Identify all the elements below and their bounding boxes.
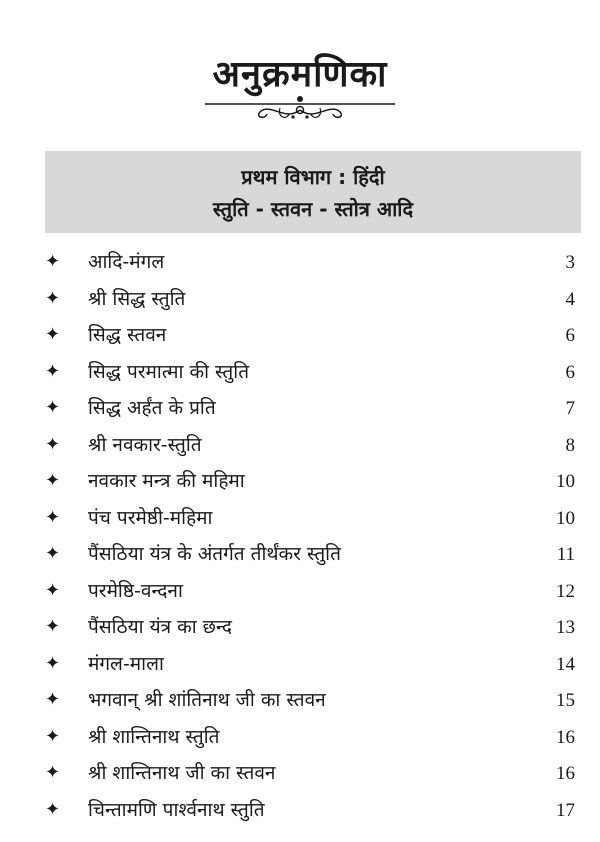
toc-entry-title: भगवान् श्री शांतिनाथ जी का स्तवन <box>88 689 326 711</box>
toc-entry <box>0 392 600 429</box>
four-point-star-icon: ✦ <box>45 470 61 491</box>
toc-entry <box>0 502 600 539</box>
toc-entry <box>0 319 600 356</box>
four-point-star-icon: ✦ <box>45 725 61 747</box>
ornament-divider-icon <box>205 92 395 124</box>
toc-entry <box>0 721 600 758</box>
toc-entry-title: सिद्ध अर्हंत के प्रति <box>88 397 216 419</box>
toc-entry <box>0 283 600 320</box>
toc-entry-title: श्री शान्तिनाथ स्तुति <box>88 725 220 748</box>
toc-entry-title: आदि-मंगल <box>88 251 165 273</box>
toc-entry-page: 14 <box>556 653 575 675</box>
toc-entry-page: 10 <box>556 471 575 492</box>
toc-entry-title: पैंसठिया यंत्र के अंतर्गत तीर्थंकर स्तुति <box>88 543 341 565</box>
toc-entry-title: श्री शान्तिनाथ जी का स्तवन <box>88 762 276 784</box>
toc-entry-title: परमेष्ठि-वन्दना <box>88 579 183 602</box>
four-point-star-icon: ✦ <box>45 579 61 601</box>
toc-entry <box>0 648 600 685</box>
toc-entry-page: 6 <box>565 325 575 346</box>
toc-entry-page: 8 <box>565 434 575 456</box>
toc-entry <box>0 757 600 794</box>
four-point-star-icon: ✦ <box>45 798 61 820</box>
toc-entry-page: 15 <box>556 690 575 711</box>
toc-entry-page: 12 <box>556 580 575 602</box>
toc-entry-page: 11 <box>556 544 575 565</box>
section-subheading: स्तुति - स्तवन - स्तोत्र आदि <box>212 197 414 221</box>
toc-entry-page: 7 <box>565 398 575 419</box>
page-title: अनुक्रमणिका <box>212 53 388 95</box>
toc-entry-title: सिद्ध स्तवन <box>88 324 167 346</box>
toc-entry <box>0 538 600 575</box>
toc-entry-page: 17 <box>556 799 575 821</box>
toc-entry-page: 4 <box>565 288 575 310</box>
four-point-star-icon: ✦ <box>45 616 61 637</box>
four-point-star-icon: ✦ <box>45 287 61 309</box>
four-point-star-icon: ✦ <box>45 652 61 674</box>
toc-entry-page: 16 <box>556 763 575 784</box>
toc-entry <box>0 575 600 612</box>
toc-entry <box>0 684 600 721</box>
section-heading: प्रथम विभाग : हिंदी <box>241 165 385 189</box>
four-point-star-icon: ✦ <box>45 360 61 382</box>
toc-entry-title: नवकार मन्त्र की महिमा <box>88 470 245 492</box>
toc-entry-page: 3 <box>565 252 575 273</box>
four-point-star-icon: ✦ <box>45 762 61 783</box>
toc-entry-title: मंगल-माला <box>88 652 164 675</box>
four-point-star-icon: ✦ <box>45 397 61 418</box>
toc-entry-title: चिन्तामणि पार्श्वनाथ स्तुति <box>88 798 265 821</box>
toc-entry-page: 13 <box>556 617 575 638</box>
toc-entry-page: 10 <box>556 507 575 529</box>
toc-entry-title: सिद्ध परमात्मा की स्तुति <box>88 360 250 383</box>
toc-entry <box>0 356 600 393</box>
toc-entry-title: श्री सिद्ध स्तुति <box>88 287 186 310</box>
four-point-star-icon: ✦ <box>45 506 61 528</box>
section-header <box>45 151 581 233</box>
four-point-star-icon: ✦ <box>45 251 61 272</box>
four-point-star-icon: ✦ <box>45 689 61 710</box>
toc-entry-page: 6 <box>565 361 575 383</box>
toc-entry-page: 16 <box>556 726 575 748</box>
toc-entry <box>0 246 600 283</box>
four-point-star-icon: ✦ <box>45 543 61 564</box>
table-of-contents <box>0 246 600 830</box>
toc-entry-title: श्री नवकार-स्तुति <box>88 433 202 456</box>
toc-entry-title: पंच परमेष्ठी-महिमा <box>88 506 213 529</box>
toc-entry <box>0 611 600 648</box>
four-point-star-icon: ✦ <box>45 324 61 345</box>
toc-entry-title: पैंसठिया यंत्र का छन्द <box>88 616 232 638</box>
toc-entry <box>0 429 600 466</box>
four-point-star-icon: ✦ <box>45 433 61 455</box>
toc-entry <box>0 465 600 502</box>
toc-entry <box>0 794 600 831</box>
